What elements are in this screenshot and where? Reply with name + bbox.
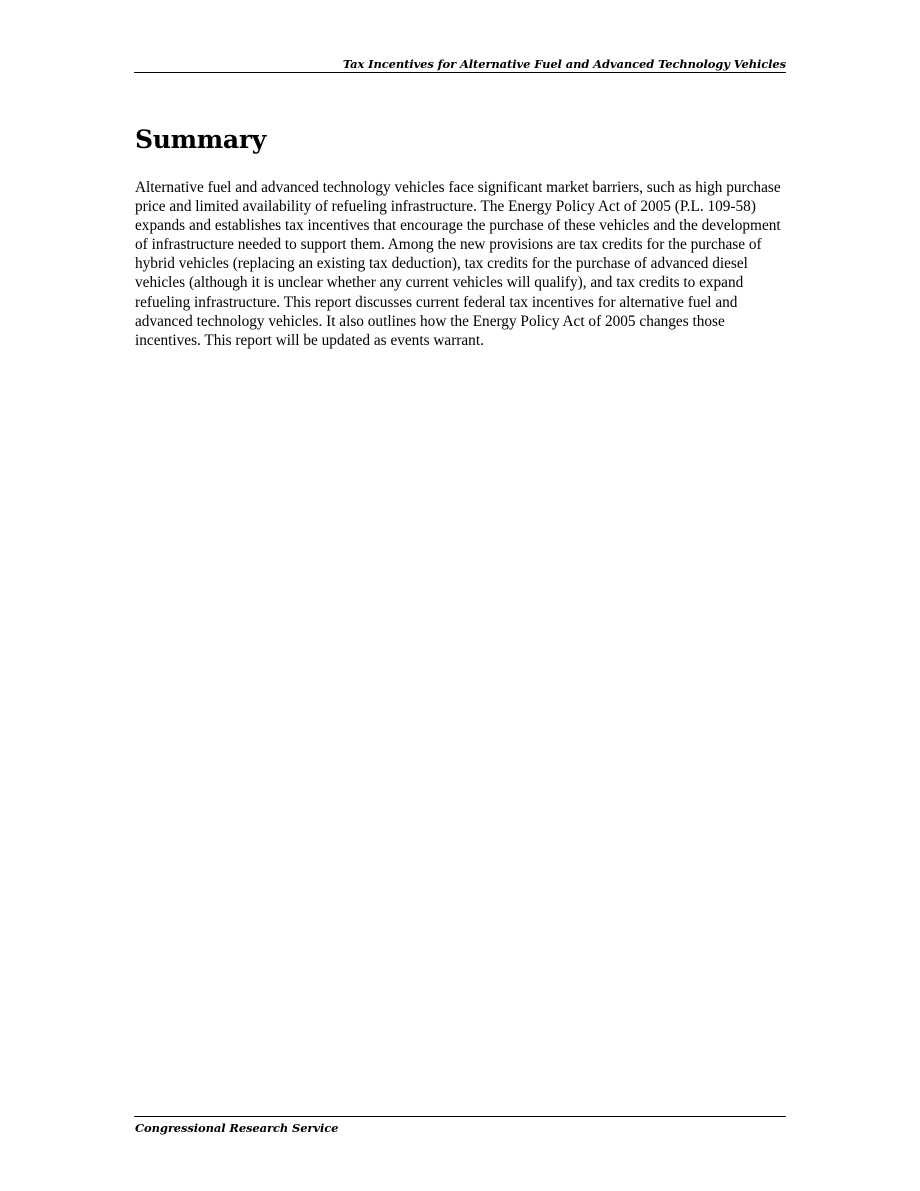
footer-rule xyxy=(134,1116,786,1117)
summary-paragraph: Alternative fuel and advanced technology vehicles face significant market barriers, such as high purchase price and limited availability of refueling infrastructure. The Energy Policy Act of 2005 (P.L. 109-58) expands and establishes tax incentives that encourage the purchase of these vehicles and the development of infrastructure needed to support them. Among the new provisions are tax credits for the purchase of hybrid vehicles (replacing an existing tax deduction), tax credits for the purchase of advanced diesel vehicles (although it is unclear whether any current vehicles will qualify), and tax credits to expand refueling infrastructure. This report discusses current federal tax incentives for alternative fuel and advanced technology vehicles. It also outlines how the Energy Policy Act of 2005 changes those incentives. This report will be updated as events warrant. xyxy=(135,179,781,349)
running-header: Tax Incentives for Alternative Fuel and Advanced Technology Vehicles xyxy=(342,57,786,71)
running-footer: Congressional Research Service xyxy=(135,1121,339,1135)
header-rule xyxy=(134,72,786,73)
section-title: Summary xyxy=(135,125,266,154)
